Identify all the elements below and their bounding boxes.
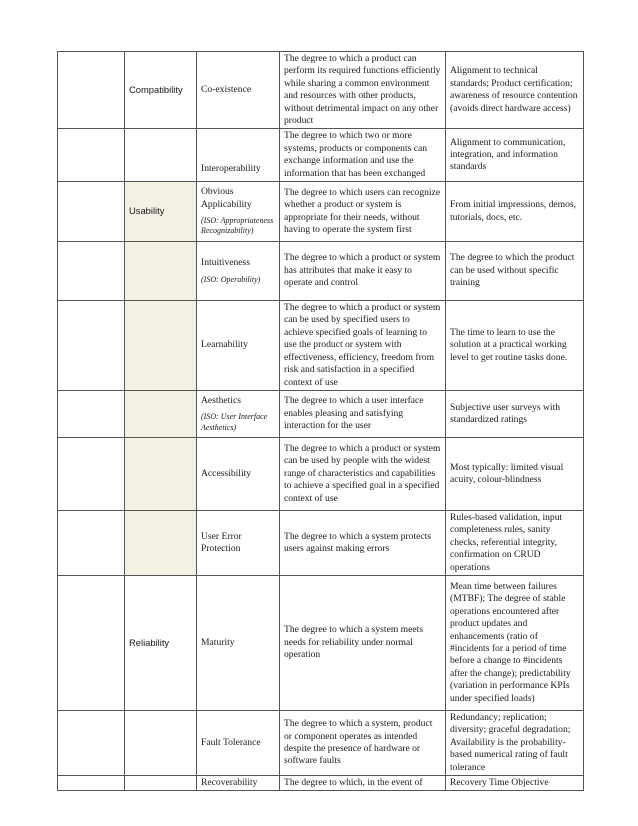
quality-attributes-table [57, 51, 584, 791]
measure-cell: Recovery Time Objective [446, 775, 584, 790]
description-cell: The degree to which a product or system can be used by specified users to achieve specified goals of learning to use the product or system with effectiveness, efficiency, freedom from risk and satisfaction in a specified context of use [280, 301, 446, 391]
category-cell: Compatibility [125, 52, 197, 129]
measure-cell: Most typically: limited visual acuity, colour-blindness [446, 437, 584, 510]
subcharacteristic-cell: User Error Protection [197, 510, 280, 575]
measure-cell: Mean time between failures (MTBF); The degree of stable operations encountered after product updates and enhancements (ratio of #incidents for a period of time before a change to #incidents after the change); predictability (variation in performance KPIs under specified loads) [446, 575, 584, 710]
subcharacteristic-cell: Aesthetics (ISO: User Interface Aesthetics) [197, 390, 280, 437]
category-cell [125, 710, 197, 775]
table-row [58, 242, 584, 301]
blank-cell [58, 52, 125, 129]
subcharacteristic-cell: Intuitiveness (ISO: Operability) [197, 242, 280, 301]
measure-cell: Rules-based validation, input completeness rules, sanity checks, referential integrity, confirmation on CRUD operations [446, 510, 584, 575]
category-cell [125, 510, 197, 575]
subcharacteristic-cell: Interoperability [197, 129, 280, 182]
iso-note: (ISO: User Interface Aesthetics) [201, 412, 268, 432]
subcharacteristic-cell: Learnability [197, 301, 280, 391]
description-cell: The degree to which a system protects users against making errors [280, 510, 446, 575]
description-cell: The degree to which two or more systems, products or components can exchange information and use the information that has been exchanged [280, 129, 446, 182]
table-row [58, 510, 584, 575]
description-cell: The degree to which a product can perform its required functions efficiently while sharing a common environment and resources with other products, without detrimental impact on any other product [280, 52, 446, 129]
subcharacteristic-cell: Maturity [197, 575, 280, 710]
subcharacteristic-cell: Obvious Applicability (ISO: Appropriateness Recognizability) [197, 182, 280, 242]
measure-cell: From initial impressions, demos, tutorials, docs, etc. [446, 182, 584, 242]
measure-cell: The time to learn to use the solution at a practical working level to get routine tasks done. [446, 301, 584, 391]
category-cell [125, 242, 197, 301]
category-cell [125, 301, 197, 391]
table-row [58, 710, 584, 775]
blank-cell [58, 437, 125, 510]
category-cell [125, 390, 197, 437]
description-cell: The degree to which a product or system can be used by people with the widest range of characteristics and capabilities to achieve a specified goal in a specified context of use [280, 437, 446, 510]
measure-cell: Alignment to communication, integration, and information standards [446, 129, 584, 182]
blank-cell [58, 710, 125, 775]
iso-note: (ISO: Operability) [201, 274, 261, 284]
category-cell [125, 129, 197, 182]
table-row [58, 129, 584, 182]
table-row [58, 775, 584, 790]
description-cell: The degree to which users can recognize whether a product or system is appropriate for their needs, without having to operate the system first [280, 182, 446, 242]
category-cell [125, 437, 197, 510]
iso-note: (ISO: Appropriateness Recognizability) [201, 215, 274, 236]
description-cell: The degree to which a system meets needs for reliability under normal operation [280, 575, 446, 710]
table-row [58, 390, 584, 437]
blank-cell [58, 510, 125, 575]
table-row [58, 437, 584, 510]
measure-cell: Alignment to technical standards; Product certification; awareness of resource contention (avoids direct hardware access) [446, 52, 584, 129]
description-cell: The degree to which, in the event of [280, 775, 446, 790]
blank-cell [58, 390, 125, 437]
description-cell: The degree to which a product or system has attributes that make it easy to operate and control [280, 242, 446, 301]
blank-cell [58, 301, 125, 391]
subcharacteristic-cell: Accessibility [197, 437, 280, 510]
measure-cell: Redundancy; replication; diversity; graceful degradation; Availability is the probability-based numerical rating of fault tolerance [446, 710, 584, 775]
subcharacteristic-cell: Fault Tolerance [197, 710, 280, 775]
description-cell: The degree to which a system, product or component operates as intended despite the presence of hardware or software faults [280, 710, 446, 775]
category-cell [125, 775, 197, 790]
table-row [58, 52, 584, 129]
subcharacteristic-cell: Recoverability [197, 775, 280, 790]
blank-cell [58, 129, 125, 182]
description-cell: The degree to which a user interface enables pleasing and satisfying interaction for the user [280, 390, 446, 437]
blank-cell [58, 775, 125, 790]
blank-cell [58, 575, 125, 710]
table-row [58, 182, 584, 242]
table-row [58, 575, 584, 710]
measure-cell: The degree to which the product can be used without specific training [446, 242, 584, 301]
measure-cell: Subjective user surveys with standardized ratings [446, 390, 584, 437]
blank-cell [58, 182, 125, 242]
category-cell: Reliability [125, 575, 197, 710]
table-row [58, 301, 584, 391]
subcharacteristic-cell: Co-existence [197, 52, 280, 129]
blank-cell [58, 242, 125, 301]
category-cell: Usability [125, 182, 197, 242]
